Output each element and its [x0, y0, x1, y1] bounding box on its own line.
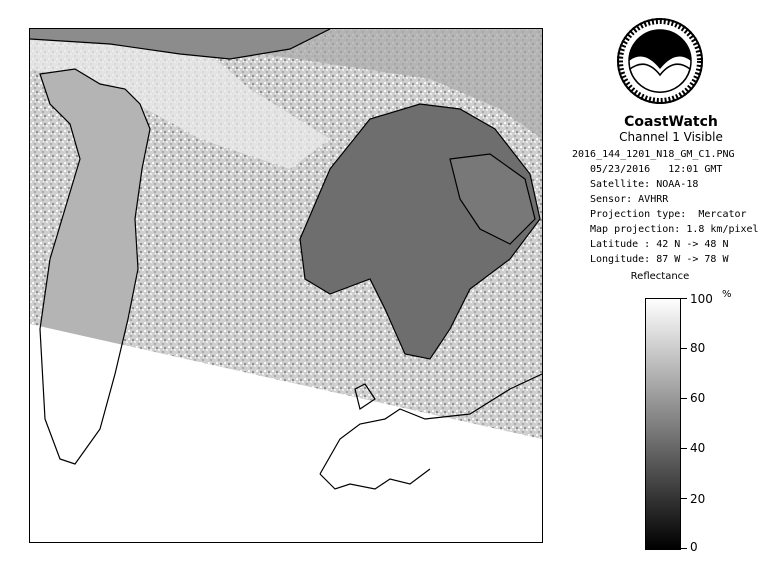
tick-label-100: 100 [690, 292, 713, 306]
filename-label: 2016_144_1201_N18_GM_C1.PNG [572, 149, 735, 160]
satellite-label: Satellite: NOAA-18 [590, 179, 699, 190]
tick-label-60: 60 [690, 391, 706, 405]
tick-80 [681, 348, 687, 349]
datetime-label: 05/23/2016 12:01 GMT [590, 164, 723, 175]
reflectance-colorbar [645, 298, 681, 550]
longitude-label: Longitude: 87 W -> 78 W [590, 254, 729, 265]
tick-0 [681, 548, 687, 549]
legend-unit: % [722, 289, 732, 300]
tick-label-0: 0 [690, 540, 698, 554]
channel-label: Channel 1 Visible [619, 130, 723, 144]
tick-20 [681, 498, 687, 499]
legend-title: Reflectance [630, 271, 690, 282]
map-canvas [30, 29, 542, 542]
tick-label-20: 20 [690, 492, 706, 506]
noaa-logo [616, 17, 704, 105]
satellite-map [29, 28, 543, 543]
sensor-label: Sensor: AVHRR [590, 194, 669, 205]
projection-type-label: Projection type: Mercator [590, 209, 747, 220]
tick-40 [681, 448, 687, 449]
metadata-block [572, 147, 759, 267]
tick-60 [681, 398, 687, 399]
product-title: CoastWatch [624, 114, 718, 130]
noaa-seal-icon [616, 17, 704, 105]
tick-label-80: 80 [690, 341, 706, 355]
tick-100 [681, 298, 687, 299]
map-projection-label: Map projection: 1.8 km/pixel [590, 224, 759, 235]
tick-label-40: 40 [690, 441, 706, 455]
latitude-label: Latitude : 42 N -> 48 N [590, 239, 729, 250]
